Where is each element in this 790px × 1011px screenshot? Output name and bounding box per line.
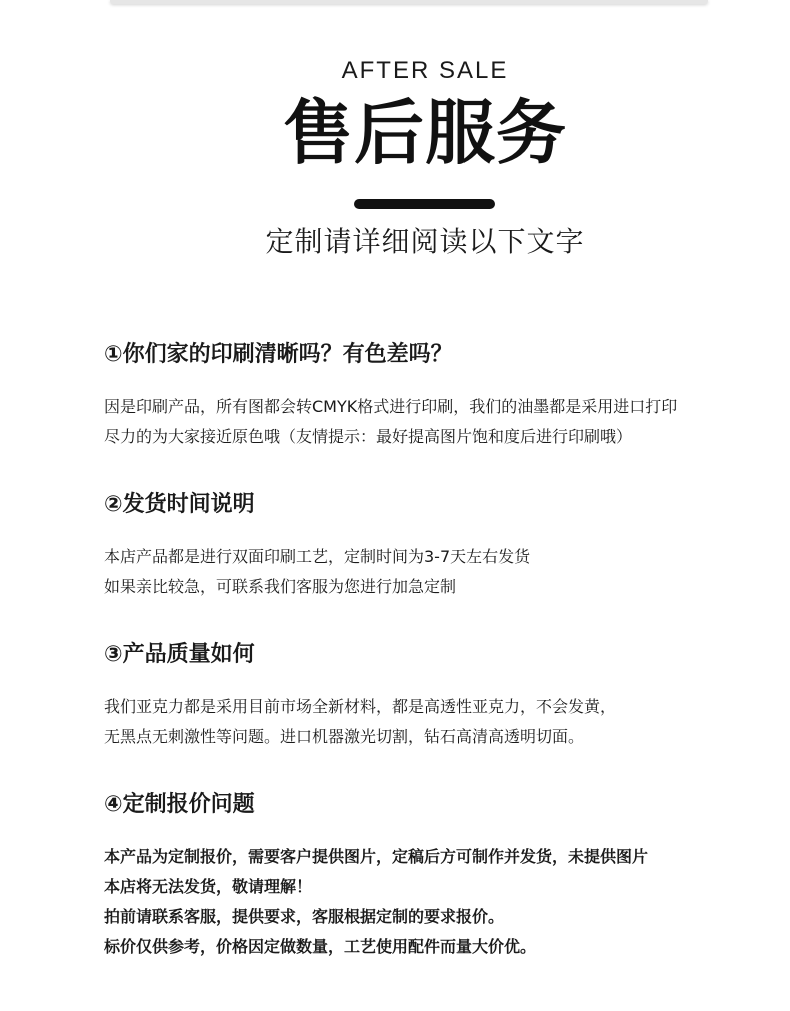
section-text-line: 本店产品都是进行双面印刷工艺，定制时间为3-7天左右发货 xyxy=(104,547,531,566)
faq-section-print-quality xyxy=(104,340,764,452)
faq-section-shipping-time xyxy=(104,490,764,602)
faq-section-product-quality xyxy=(104,640,764,752)
english-subtitle: AFTER SALE xyxy=(341,57,509,84)
section-text-line: 我们亚克力都是采用目前市场全新材料，都是高透性亚克力，不会发黄， xyxy=(104,697,617,716)
section-text-line: 因是印刷产品，所有图都会转CMYK格式进行印刷，我们的油墨都是采用进口打印 xyxy=(104,397,678,416)
section-text-line: 本店将无法发货，敬请理解！ xyxy=(104,877,313,896)
section-text-line: 如果亲比较急，可联系我们客服为您进行加急定制 xyxy=(104,577,457,596)
section-title: ②发货时间说明 xyxy=(104,492,255,517)
section-text-line: 拍前请联系客服，提供要求，客服根据定制的要求报价。 xyxy=(104,907,505,926)
section-title: ①你们家的印刷清晰吗？有色差吗？ xyxy=(104,342,453,367)
title-underline-bar xyxy=(354,199,495,209)
section-text-line: 本产品为定制报价，需要客户提供图片，定稿后方可制作并发货，未提供图片 xyxy=(104,847,649,866)
section-title: ④定制报价问题 xyxy=(104,792,255,817)
section-title: ③产品质量如何 xyxy=(104,642,255,667)
section-text-line: 标价仅供参考，价格因定做数量，工艺使用配件而量大价优。 xyxy=(104,937,537,956)
page-subheading: 定制请详细阅读以下文字 xyxy=(265,225,585,258)
section-text-line: 无黑点无刺激性等问题。进口机器激光切割，钻石高清高透明切面。 xyxy=(104,727,585,746)
faq-section-custom-pricing xyxy=(104,790,764,962)
top-decorative-strip xyxy=(110,0,708,4)
section-text-line: 尽力的为大家接近原色哦（友情提示：最好提高图片饱和度后进行印刷哦） xyxy=(104,427,633,446)
page-title: 售后服务 xyxy=(283,92,567,174)
